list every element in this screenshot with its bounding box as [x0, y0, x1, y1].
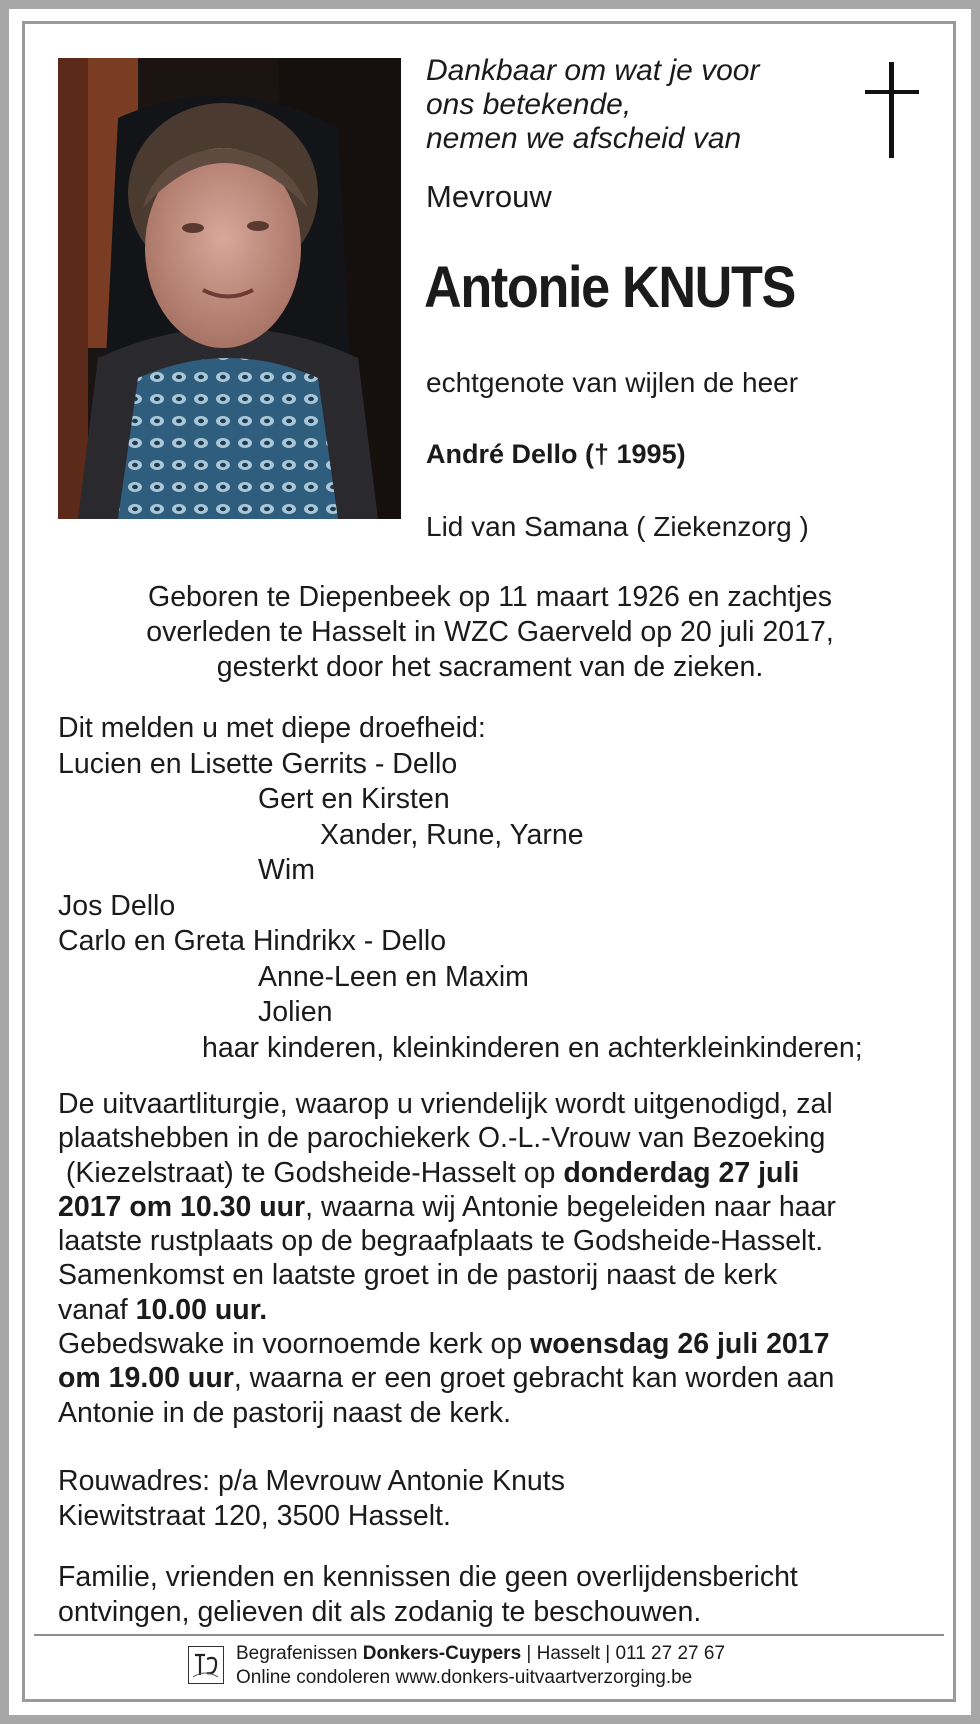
membership: Lid van Samana ( Ziekenzorg )	[426, 511, 809, 542]
deceased-name: Antonie KNUTS	[424, 255, 796, 320]
intro-line: Dankbaar om wat je voor	[426, 54, 760, 87]
service-line	[58, 1327, 938, 1361]
family-line: Gert en Kirsten	[258, 783, 450, 815]
service-line: Antonie in de pastorij naast de kerk.	[58, 1396, 512, 1429]
spouse-intro: echtgenote van wijlen de heer	[426, 367, 799, 398]
service-text: , waarna er een groet gebracht kan worden aan	[233, 1362, 835, 1395]
service-text: vanaf	[58, 1293, 136, 1326]
closing-line: ontvingen, gelieven dit als zodanig te beschouwen.	[58, 1596, 702, 1628]
service-text: , waarna wij Antonie begeleiden naar haar	[305, 1190, 836, 1223]
mourning-address	[58, 1464, 565, 1534]
wake-date: woensdag 26 juli 2017	[530, 1328, 830, 1361]
footer-divider	[34, 1634, 944, 1636]
intro-line: ons betekende,	[426, 88, 632, 121]
family-list	[58, 711, 958, 1066]
footer-website[interactable]: Online condoleren www.donkers-uitvaartverzorging.be	[236, 1667, 693, 1688]
address-line: Rouwadres: p/a Mevrouw Antonie Knuts	[58, 1465, 565, 1497]
service-line	[58, 1293, 938, 1327]
service-line	[58, 1190, 938, 1224]
funeral-home-logo-icon	[188, 1646, 224, 1684]
title-prefix: Mevrouw	[426, 179, 552, 214]
portrait-photo	[58, 58, 401, 519]
footer-contact: | Hasselt | 011 27 27 67	[521, 1643, 726, 1664]
service-line	[58, 1156, 938, 1190]
spouse-name: André Dello († 1995)	[426, 439, 686, 469]
service-line: De uitvaartliturgie, waarop u vriendelijk wordt uitgenodigd, zal	[58, 1088, 833, 1120]
family-line: Carlo en Greta Hindrikx - Dello	[58, 925, 447, 957]
family-closing: haar kinderen, kleinkinderen en achterkleinkinderen;	[202, 1031, 863, 1064]
closing-line: Familie, vrienden en kennissen die geen overlijdensbericht	[58, 1561, 798, 1593]
footer-info	[236, 1642, 725, 1690]
family-line: Xander, Rune, Yarne	[320, 818, 584, 851]
intro-text	[426, 54, 826, 156]
born-line: overleden te Hasselt in WZC Gaerveld op 20 juli 2017,	[146, 616, 834, 648]
service-text: (Kiezelstraat) te Godsheide-Hasselt op	[58, 1156, 564, 1189]
gathering-time: 10.00 uur.	[135, 1293, 268, 1326]
family-line: Jos Dello	[58, 889, 176, 922]
service-line: Samenkomst en laatste groet in de pastorij naast de kerk	[58, 1259, 778, 1292]
family-intro: Dit melden u met diepe droefheid:	[58, 712, 486, 744]
family-line: Lucien en Lisette Gerrits - Dello	[58, 747, 458, 780]
service-line	[58, 1361, 938, 1395]
wake-time: om 19.00 uur	[58, 1362, 234, 1395]
birth-death-text	[60, 580, 920, 685]
service-line: plaatshebben in de parochiekerk O.-L.-Vrouw van Bezoeking	[58, 1122, 826, 1155]
family-line: Jolien	[258, 996, 333, 1028]
service-time: 2017 om 10.30 uur	[58, 1190, 306, 1223]
funeral-home-name: Donkers-Cuypers	[362, 1643, 522, 1664]
closing-note	[58, 1560, 798, 1630]
intro-line: nemen we afscheid van	[426, 122, 742, 155]
service-line: laatste rustplaats op de begraafplaats te Godsheide-Hasselt.	[58, 1225, 824, 1258]
address-line: Kiewitstraat 120, 3500 Hasselt.	[58, 1500, 451, 1532]
family-line: Wim	[258, 854, 315, 886]
service-details	[58, 1087, 938, 1430]
footer-text: Begrafenissen	[236, 1643, 363, 1664]
born-line: Geboren te Diepenbeek op 11 maart 1926 en zachtjes	[148, 581, 832, 613]
born-line: gesterkt door het sacrament van de zieken.	[216, 651, 764, 683]
service-text: Gebedswake in voornoemde kerk op	[58, 1328, 531, 1361]
family-line: Anne-Leen en Maxim	[258, 960, 529, 993]
service-date: donderdag 27 juli	[563, 1156, 800, 1189]
footer-line	[236, 1642, 725, 1666]
cross-icon	[862, 60, 922, 160]
